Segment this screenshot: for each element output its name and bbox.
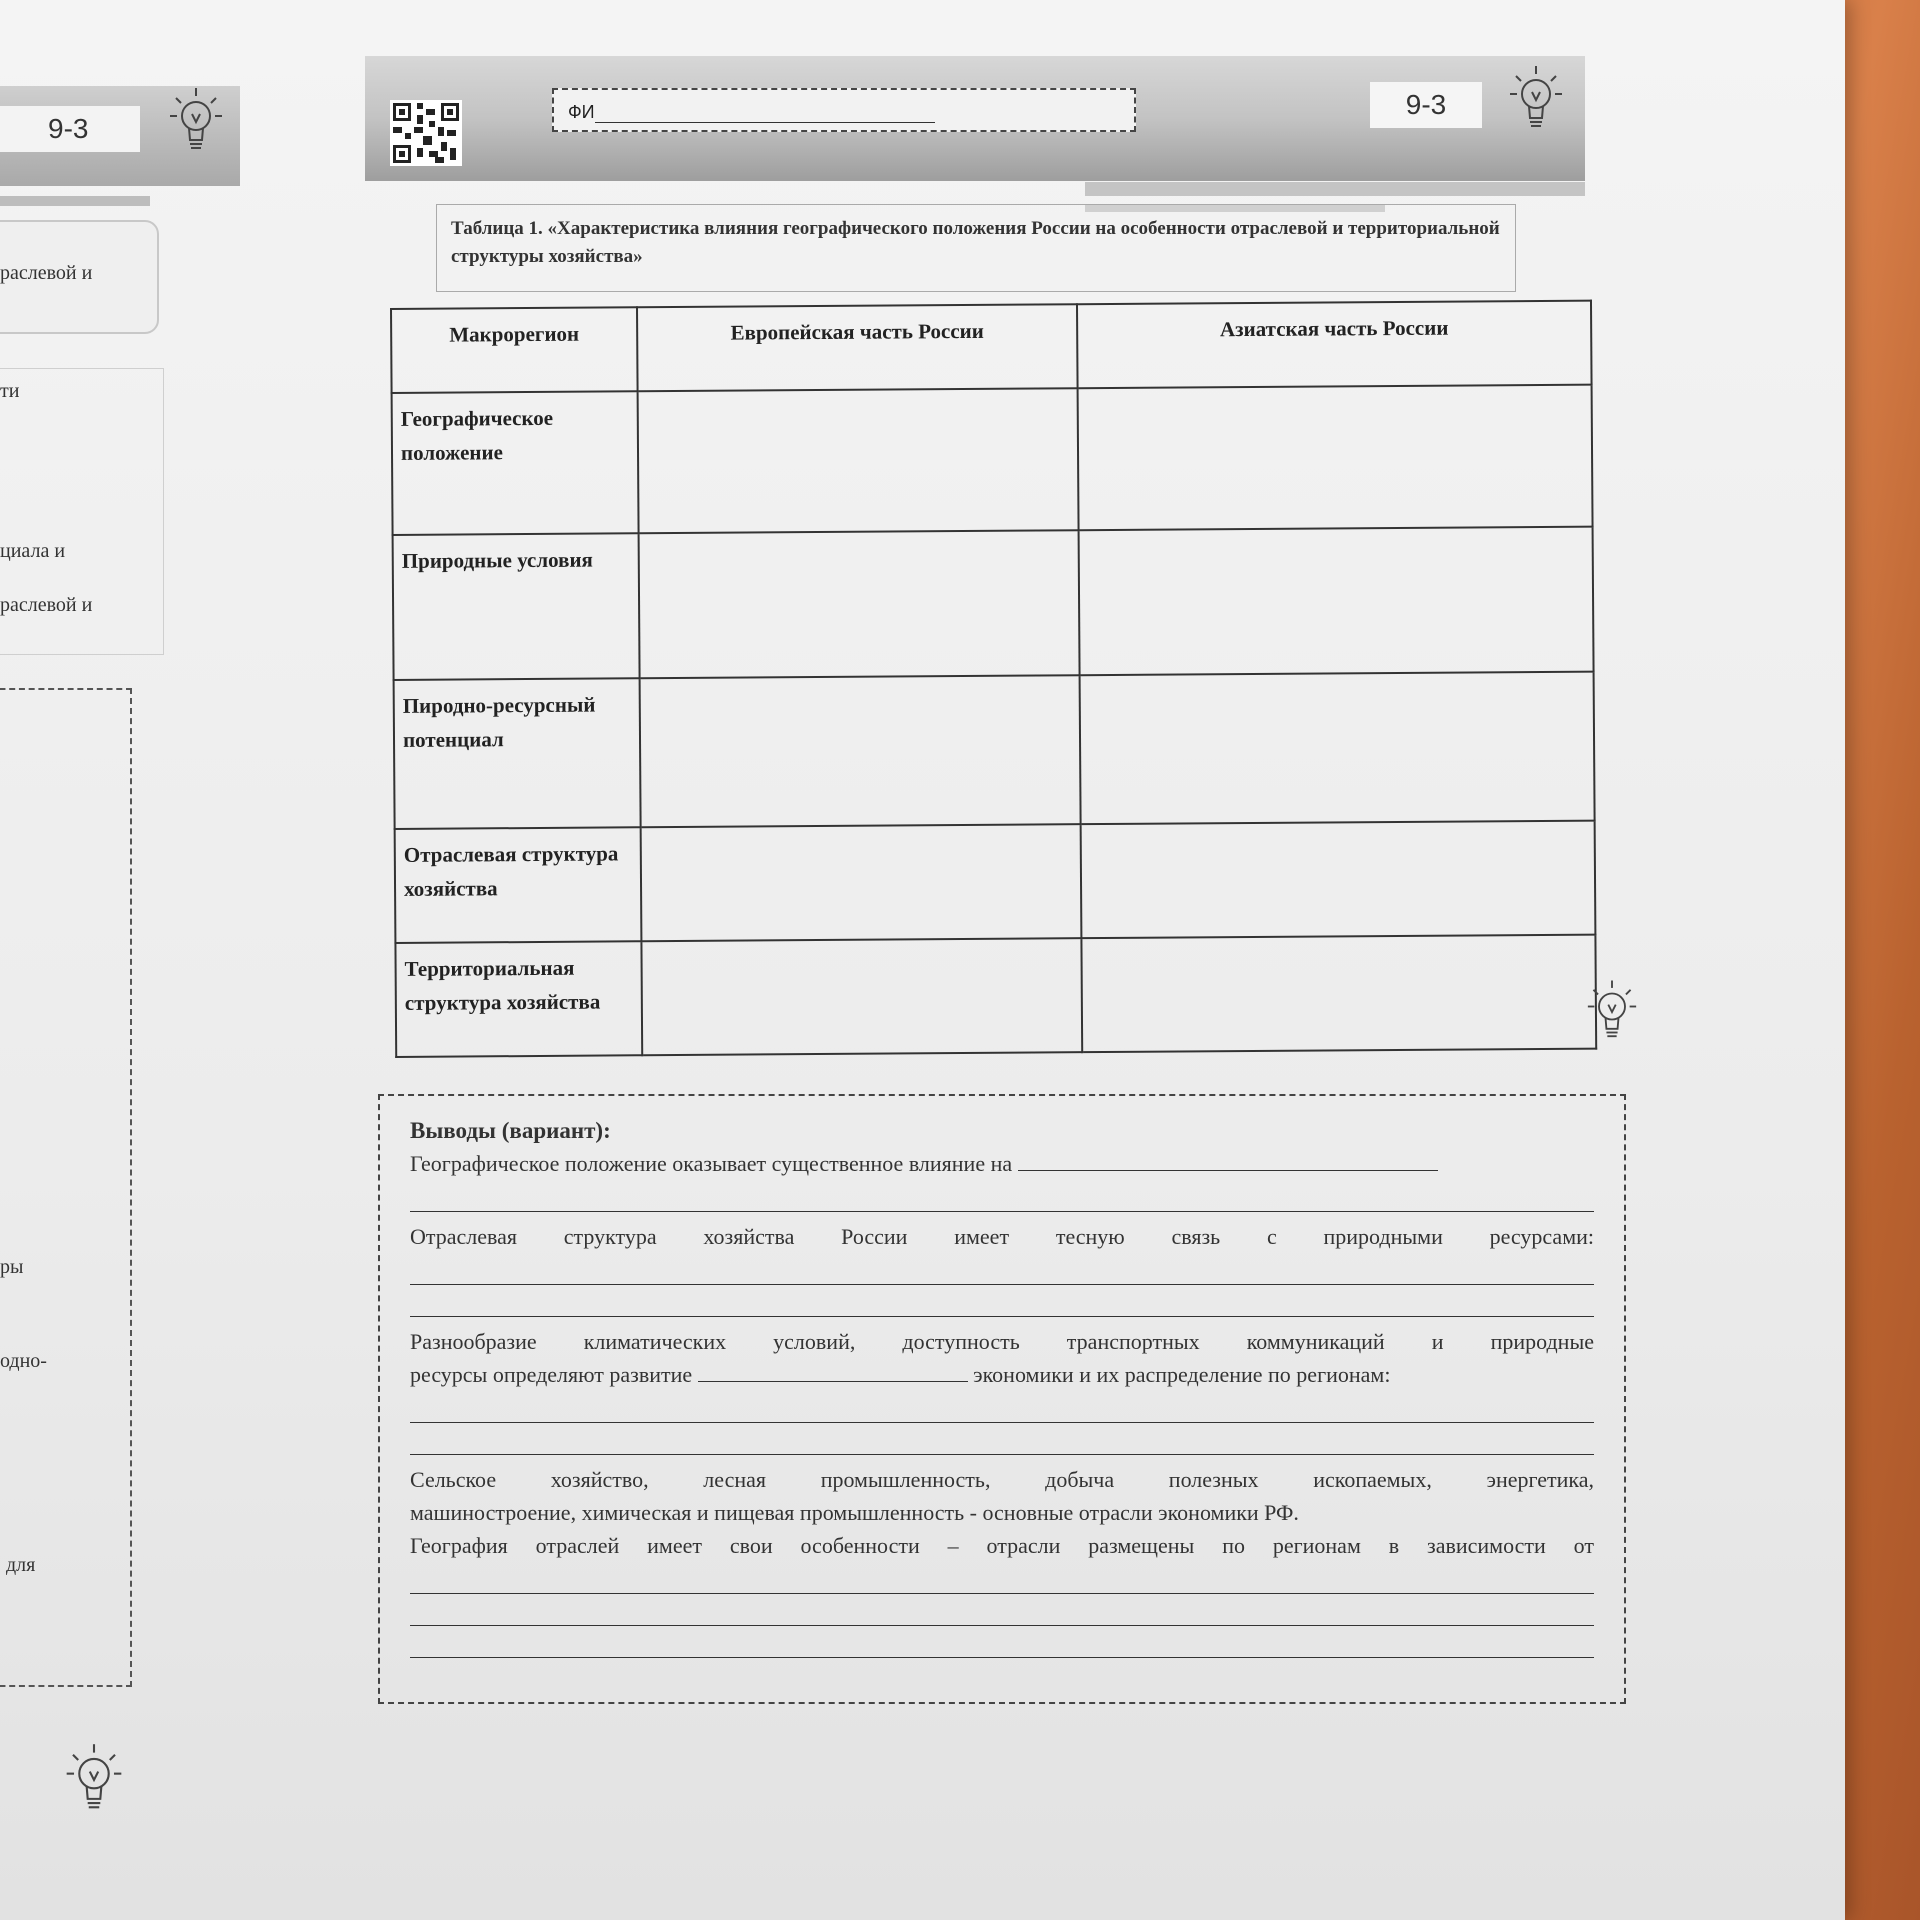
answer-cell-european[interactable] (641, 938, 1082, 1055)
student-name-line[interactable] (595, 104, 935, 123)
row-label: Природные условия (393, 533, 640, 679)
conclusion-text: машиностроение, химическая и пищевая промышленность - основные отрасли экономики РФ. (410, 1500, 1299, 1525)
characteristics-table (390, 300, 1595, 1058)
conclusion-text: География отраслей имеет свои особенности – отрасли размещены по регионам в зависимости от (410, 1533, 1594, 1558)
row-label: Территориальная структура хозяйства (395, 941, 642, 1057)
left-page-text-fragment: раслевой и (0, 262, 93, 284)
answer-cell-european[interactable] (638, 388, 1079, 534)
write-line[interactable] (410, 1562, 1594, 1594)
answer-cell-asian[interactable] (1078, 384, 1593, 530)
conclusions-title: Выводы (вариант): (410, 1118, 611, 1143)
qr-code-icon[interactable] (390, 100, 462, 166)
left-page-header-strip (0, 196, 150, 206)
answer-cell-asian[interactable] (1080, 672, 1595, 824)
conclusion-sentence (410, 1358, 1594, 1391)
conclusion-text: Разнообразие климатических условий, доступность транспортных коммуникаций и природные (410, 1329, 1594, 1354)
lightbulb-icon (1508, 60, 1564, 142)
student-name-field[interactable] (552, 88, 1136, 132)
conclusion-text: Отраслевая структура хозяйства России имеет тесную связь с природными ресурсами: (410, 1224, 1594, 1249)
row-label: Географическое положение (392, 391, 639, 535)
fill-in-blank[interactable] (1018, 1148, 1438, 1171)
conclusion-text: экономики и их распределение по регионам: (973, 1362, 1391, 1387)
lightbulb-icon (168, 84, 224, 162)
fill-in-blank[interactable] (698, 1359, 968, 1382)
left-page-dashed-box (0, 688, 132, 1687)
answer-cell-european[interactable] (641, 824, 1082, 941)
left-page-text-fragment: раслевой и (0, 594, 93, 616)
left-page-text-fragment: для (6, 1554, 36, 1576)
lightbulb-icon (1586, 975, 1638, 1051)
table-header-cell: Азиатская часть России (1077, 301, 1592, 388)
left-page-text-fragment: циала и (0, 540, 66, 562)
table-row (395, 820, 1596, 942)
table-caption: Таблица 1. «Характеристика влияния географического положения России на особенности отраслевой и территориальной структуры хозяйства» (436, 204, 1516, 292)
conclusion-text: Географическое положение оказывает существенное влияние на (410, 1151, 1013, 1176)
answer-cell-european[interactable] (639, 530, 1080, 678)
table-row (395, 934, 1596, 1057)
write-line[interactable] (410, 1594, 1594, 1626)
write-line[interactable] (410, 1253, 1594, 1285)
page-header-strip (1085, 182, 1585, 196)
table-header-cell: Макрорегион (391, 307, 638, 392)
student-name-label: ФИ (568, 102, 595, 122)
left-page-code: 9-3 (0, 106, 140, 152)
write-line[interactable] (410, 1180, 1594, 1212)
left-page-text-fragment: ры (0, 1256, 24, 1278)
conclusion-sentence (410, 1147, 1594, 1180)
table-row (394, 672, 1595, 829)
table-row (392, 384, 1593, 535)
row-label: Пиродно-ресурсный потенциал (394, 678, 641, 828)
conclusion-text: Сельское хозяйство, лесная промышленность, добыча полезных ископаемых, энергетика, (410, 1467, 1594, 1492)
left-page-text-fragment: одно- (0, 1350, 47, 1372)
worksheet-code: 9-3 (1370, 82, 1482, 128)
write-line[interactable] (410, 1423, 1594, 1455)
answer-cell-asian[interactable] (1081, 934, 1596, 1052)
write-line[interactable] (410, 1285, 1594, 1317)
lightbulb-icon (64, 1740, 124, 1822)
write-line[interactable] (410, 1626, 1594, 1658)
conclusion-text: ресурсы определяют развитие (410, 1362, 693, 1387)
table-header-cell: Европейская часть России (637, 304, 1078, 391)
conclusions-box (378, 1094, 1626, 1704)
answer-cell-asian[interactable] (1081, 820, 1596, 938)
left-page-text-fragment: ти (0, 380, 20, 402)
table-row (393, 527, 1594, 680)
answer-cell-asian[interactable] (1079, 527, 1594, 675)
row-label: Отраслевая структура хозяйства (395, 827, 642, 943)
write-line[interactable] (410, 1391, 1594, 1423)
answer-cell-european[interactable] (640, 675, 1081, 827)
